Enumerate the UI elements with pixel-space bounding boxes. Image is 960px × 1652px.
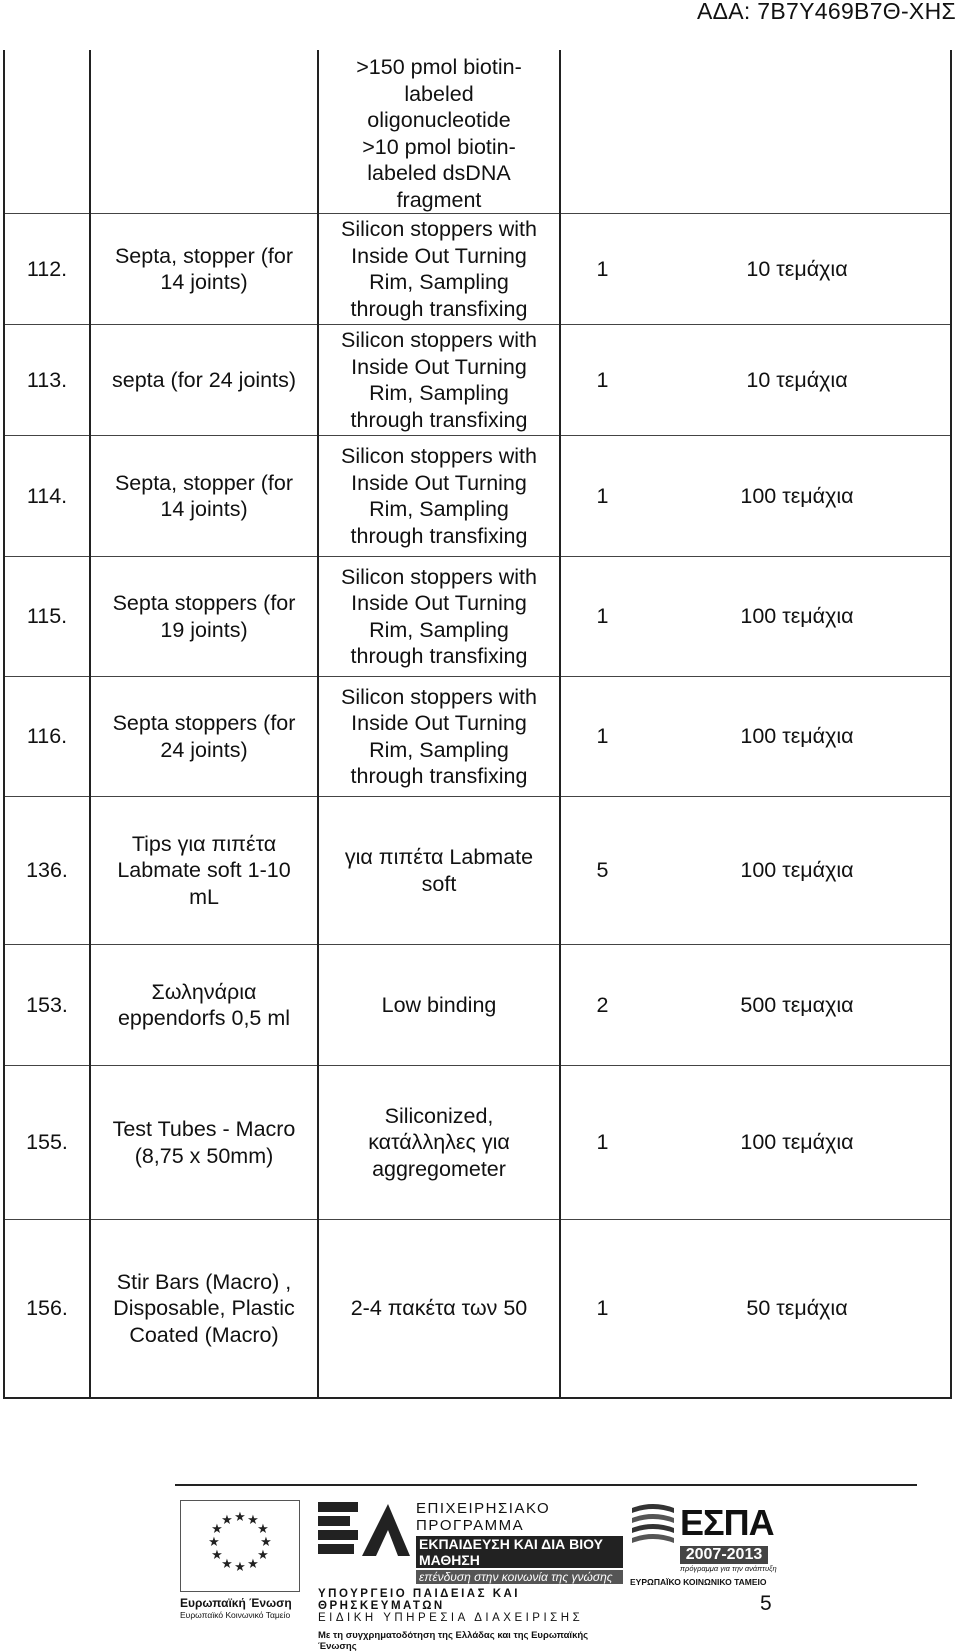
- item-name: [90, 797, 318, 945]
- svg-text:★: ★: [257, 1522, 269, 1537]
- spec-line: για πιπέτα Labmate: [344, 845, 534, 869]
- item-spec: [318, 677, 560, 797]
- item-quantity: 1: [560, 1220, 644, 1398]
- item-name: [90, 1220, 318, 1398]
- item-unit: 100 τεμάχια: [644, 797, 951, 945]
- spec-line: through transfixing: [350, 296, 528, 321]
- programme-emblem-icon: [318, 1500, 410, 1562]
- spec-line: Inside Out Turning: [351, 591, 527, 615]
- espa-logo-block: [630, 1500, 780, 1587]
- spec-line: Silicon stoppers with: [341, 684, 537, 709]
- item-number: 114.: [4, 436, 90, 557]
- item-number: 136.: [4, 797, 90, 945]
- item-quantity: 1: [560, 677, 644, 797]
- cofinancing-note: Με τη συγχρηματοδότηση της Ελλάδας και της Ευρωπαϊκής Ένωσης: [318, 1630, 589, 1652]
- item-spec: [318, 945, 560, 1066]
- programme-title-line2: ΕΚΠΑΙΔΕΥΣΗ ΚΑΙ ΔΙΑ ΒΙΟΥ ΜΑΘΗΣΗ: [416, 1536, 623, 1568]
- svg-text:★: ★: [260, 1535, 272, 1550]
- ada-code: ΑΔΑ: 7Β7Υ469Β7Θ-ΧΗΣ: [696, 0, 956, 24]
- svg-text:★: ★: [211, 1522, 223, 1537]
- item-number: 153.: [4, 945, 90, 1066]
- item-number: 156.: [4, 1220, 90, 1398]
- item-unit: 100 τεμάχια: [644, 1066, 951, 1220]
- item-quantity: 5: [560, 797, 644, 945]
- spec-line: labeled dsDNA: [367, 161, 511, 185]
- spec-line: κατάλληλες για: [368, 1130, 510, 1155]
- footer-divider: [175, 1484, 917, 1486]
- managing-authority: ΕΙΔΙΚΗ ΥΠΗΡΕΣΙΑ ΔΙΑΧΕΙΡΙΣΗΣ: [318, 1612, 584, 1624]
- svg-text:★: ★: [221, 1513, 233, 1528]
- table-row: [4, 677, 951, 797]
- item-number: [4, 50, 90, 214]
- svg-text:★: ★: [247, 1557, 259, 1572]
- name-line: Septa, stopper (for: [114, 470, 294, 495]
- table-row: [4, 214, 951, 325]
- svg-text:★: ★: [247, 1513, 259, 1528]
- name-line: 24 joints): [160, 737, 248, 762]
- item-unit: 10 τεμάχια: [644, 214, 951, 325]
- svg-text:★: ★: [234, 1560, 246, 1575]
- name-line: 14 joints): [160, 270, 248, 294]
- spec-line: Inside Out Turning: [351, 470, 527, 495]
- spec-line: Silicon stoppers with: [341, 217, 537, 241]
- spec-line: soft: [421, 871, 457, 896]
- spec-line: oligonucleotide: [367, 108, 511, 132]
- item-spec: [318, 214, 560, 325]
- table-row: [4, 1066, 951, 1220]
- item-unit: [644, 50, 951, 214]
- name-line: Test Tubes - Macro: [112, 1117, 296, 1141]
- item-name: [90, 1066, 318, 1220]
- item-quantity: 1: [560, 436, 644, 557]
- item-name: [90, 557, 318, 677]
- espa-word: ΕΣΠΑ: [680, 1502, 774, 1543]
- name-line: eppendorfs 0,5 ml: [117, 1006, 291, 1030]
- item-quantity: 1: [560, 557, 644, 677]
- spec-line: Rim, Sampling: [369, 381, 509, 405]
- svg-text:★: ★: [234, 1510, 246, 1525]
- eu-flag-logo: [180, 1500, 300, 1592]
- item-quantity: 2: [560, 945, 644, 1066]
- items-table-body: [4, 50, 951, 1398]
- item-number: 155.: [4, 1066, 90, 1220]
- svg-text:★: ★: [211, 1548, 223, 1563]
- item-unit: 100 τεμάχια: [644, 557, 951, 677]
- espa-years: 2007-2013: [680, 1546, 768, 1564]
- espa-tagline: πρόγραμμα για την ανάπτυξη: [680, 1564, 777, 1573]
- spec-line: Siliconized,: [384, 1103, 494, 1128]
- svg-text:★: ★: [208, 1535, 220, 1550]
- ministry-name: ΥΠΟΥΡΓΕΙΟ ΠΑΙΔΕΙΑΣ ΚΑΙ ΘΡΗΣΚΕΥΜΑΤΩΝ: [318, 1588, 521, 1612]
- item-name: [90, 436, 318, 557]
- svg-text:★: ★: [221, 1557, 233, 1572]
- name-line: Septa, stopper (for: [114, 243, 294, 268]
- spec-line: labeled: [404, 81, 474, 106]
- table-row: [4, 945, 951, 1066]
- table-row: [4, 557, 951, 677]
- table-row: [4, 436, 951, 557]
- item-spec: [318, 50, 560, 214]
- spec-line: Silicon stoppers with: [341, 444, 537, 468]
- items-table: [3, 50, 952, 1399]
- spec-line: Silicon stoppers with: [341, 564, 537, 589]
- name-line: 14 joints): [160, 497, 248, 521]
- spec-line: Rim, Sampling: [369, 497, 509, 521]
- name-line: Tips για πιπέτα: [131, 831, 277, 856]
- table-row: [4, 50, 951, 214]
- item-unit: 10 τεμάχια: [644, 325, 951, 436]
- spec-line: Silicon stoppers with: [341, 328, 537, 352]
- spec-line: 2-4 πακέτα των 50: [350, 1296, 528, 1320]
- name-line: Septa stoppers (for: [112, 711, 296, 735]
- name-line: mL: [189, 884, 219, 909]
- eu-fund-name: Ευρωπαϊκό Κοινωνικό Ταμείο: [180, 1610, 291, 1620]
- item-quantity: 1: [560, 1066, 644, 1220]
- spec-line: >10 pmol biotin-: [362, 134, 516, 159]
- name-line: Labmate soft 1-10: [117, 858, 291, 883]
- spec-line: Rim, Sampling: [369, 617, 509, 642]
- item-number: 112.: [4, 214, 90, 325]
- table-row: [4, 325, 951, 436]
- item-unit: 100 τεμάχια: [644, 677, 951, 797]
- eu-logo-block: [180, 1500, 298, 1620]
- svg-text:★: ★: [257, 1548, 269, 1563]
- name-line: Disposable, Plastic: [113, 1296, 295, 1320]
- item-quantity: 1: [560, 325, 644, 436]
- spec-line: through transfixing: [350, 407, 528, 432]
- programme-title-line1: ΕΠΙΧΕΙΡΗΣΙΑΚΟ ΠΡΟΓΡΑΜΜΑ: [416, 1500, 551, 1534]
- spec-line: through transfixing: [350, 764, 528, 788]
- name-line: (8,75 x 50mm): [134, 1143, 274, 1168]
- spec-line: Inside Out Turning: [351, 711, 527, 735]
- item-number: 116.: [4, 677, 90, 797]
- spec-line: fragment: [396, 187, 482, 212]
- spec-line: Inside Out Turning: [351, 354, 527, 379]
- spec-line: aggregometer: [372, 1156, 506, 1181]
- spec-line: through transfixing: [350, 644, 528, 668]
- item-name: [90, 214, 318, 325]
- page-number: 5: [760, 1592, 772, 1615]
- item-quantity: [560, 50, 644, 214]
- item-name: [90, 677, 318, 797]
- name-line: Stir Bars (Macro) ,: [116, 1269, 292, 1294]
- item-spec: [318, 1066, 560, 1220]
- table-row: [4, 1220, 951, 1398]
- programme-logo-block: [318, 1500, 623, 1652]
- spec-line: >150 pmol biotin-: [356, 55, 522, 79]
- item-name: [90, 325, 318, 436]
- eu-name: Ευρωπαϊκή Ένωση: [180, 1596, 292, 1610]
- item-spec: [318, 1220, 560, 1398]
- item-name: [90, 945, 318, 1066]
- table-row: [4, 797, 951, 945]
- item-name: [90, 50, 318, 214]
- item-unit: 100 τεμάχια: [644, 436, 951, 557]
- name-line: Septa stoppers (for: [112, 591, 296, 615]
- item-quantity: 1: [560, 214, 644, 325]
- espa-fund-name: ΕΥΡΩΠΑΪΚΟ ΚΟΙΝΩΝΙΚΟ ΤΑΜΕΙΟ: [630, 1577, 767, 1587]
- programme-slogan: επένδυση στην κοινωνία της γνώσης: [416, 1570, 623, 1584]
- name-line: septa (for 24 joints): [111, 367, 297, 392]
- spec-line: Rim, Sampling: [369, 737, 509, 762]
- name-line: Σωληνάρια: [151, 979, 257, 1004]
- item-number: 113.: [4, 325, 90, 436]
- item-number: 115.: [4, 557, 90, 677]
- item-spec: [318, 325, 560, 436]
- spec-line: Rim, Sampling: [369, 270, 509, 294]
- item-spec: [318, 797, 560, 945]
- spec-line: Low binding: [381, 992, 497, 1017]
- spec-line: Inside Out Turning: [351, 243, 527, 268]
- item-spec: [318, 557, 560, 677]
- espa-stripes-icon: [630, 1500, 676, 1546]
- eu-stars-icon: [181, 1501, 299, 1591]
- name-line: Coated (Macro): [129, 1322, 279, 1347]
- name-line: 19 joints): [160, 617, 248, 642]
- item-unit: 50 τεμάχια: [644, 1220, 951, 1398]
- item-spec: [318, 436, 560, 557]
- spec-line: through transfixing: [350, 523, 528, 548]
- item-unit: 500 τεμαχια: [644, 945, 951, 1066]
